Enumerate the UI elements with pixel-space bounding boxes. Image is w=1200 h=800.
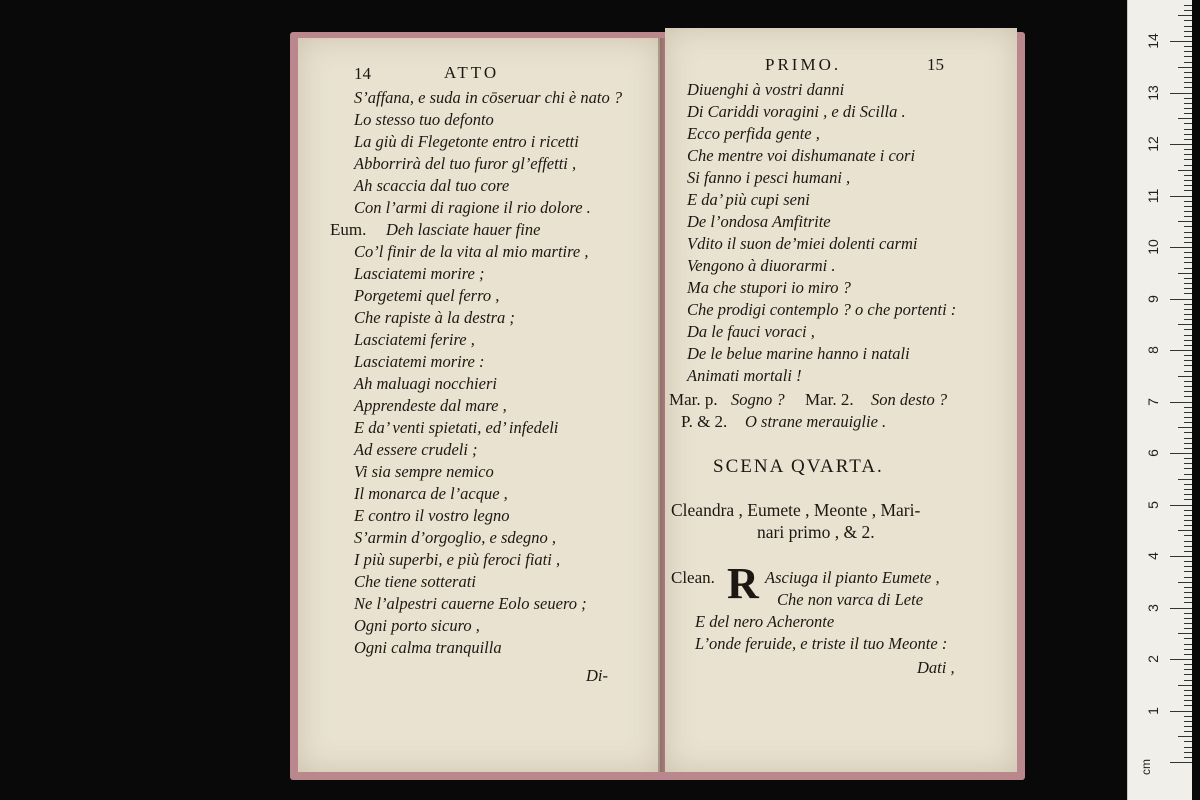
right-line-2: Di Cariddi voragini , e di Scilla . bbox=[687, 102, 906, 121]
ruler-tick bbox=[1184, 113, 1192, 114]
ruler-tick bbox=[1178, 273, 1192, 274]
ruler-tick bbox=[1184, 638, 1192, 639]
ruler-number: 2 bbox=[1145, 655, 1161, 663]
personae-line-1: Cleandra , Eumete , Meonte , Mari- bbox=[671, 500, 921, 520]
ruler-tick bbox=[1184, 721, 1192, 722]
clean-line-3: E del nero Acheronte bbox=[695, 612, 835, 631]
ruler-tick bbox=[1170, 453, 1192, 454]
ruler-tick bbox=[1184, 226, 1192, 227]
right-line-1: Diuenghi à vostri danni bbox=[687, 80, 845, 99]
ruler-tick bbox=[1184, 535, 1192, 536]
ruler-tick bbox=[1184, 134, 1192, 135]
ruler-tick bbox=[1184, 149, 1192, 150]
ruler-tick bbox=[1178, 530, 1192, 531]
right-line-5: Si fanno i pesci humani , bbox=[687, 168, 851, 187]
right-line-11: Che prodigi contemplo ? o che portenti : bbox=[687, 300, 957, 319]
ruler-tick bbox=[1184, 293, 1192, 294]
ruler-number: 7 bbox=[1145, 397, 1161, 406]
ruler-tick bbox=[1184, 77, 1192, 78]
ruler-tick bbox=[1184, 587, 1192, 588]
ruler-tick bbox=[1184, 340, 1192, 341]
ruler-tick bbox=[1184, 268, 1192, 269]
ruler-tick bbox=[1184, 561, 1192, 562]
left-line-19: Il monarca de l’acque , bbox=[354, 484, 508, 503]
ruler-tick bbox=[1184, 654, 1192, 655]
right-line-14: Animati mortali ! bbox=[687, 366, 802, 385]
scene-title: SCENA QVARTA. bbox=[713, 456, 884, 477]
ruler-tick bbox=[1184, 741, 1192, 742]
ruler-tick bbox=[1178, 67, 1192, 68]
ruler-tick bbox=[1184, 180, 1192, 181]
right-line-strane: O strane merauiglie . bbox=[745, 412, 887, 431]
ruler-tick bbox=[1184, 216, 1192, 217]
ruler-tick bbox=[1184, 87, 1192, 88]
ruler-tick bbox=[1184, 211, 1192, 212]
ruler-tick bbox=[1184, 664, 1192, 665]
left-line-25: Ogni porto sicuro , bbox=[354, 616, 480, 635]
ruler-tick bbox=[1184, 309, 1192, 310]
ruler-tick bbox=[1184, 628, 1192, 629]
clean-line-2: Che non varca di Lete bbox=[777, 590, 924, 609]
ruler-tick bbox=[1184, 618, 1192, 619]
ruler-tick bbox=[1184, 396, 1192, 397]
ruler-unit-label: cm bbox=[1139, 759, 1153, 775]
ruler-number: 9 bbox=[1145, 294, 1161, 303]
right-line-12: Da le fauci voraci , bbox=[687, 322, 815, 341]
left-catchword: Di- bbox=[586, 666, 608, 685]
ruler-tick bbox=[1184, 757, 1192, 758]
ruler-tick bbox=[1170, 505, 1192, 506]
ruler-tick bbox=[1178, 582, 1192, 583]
ruler-tick bbox=[1184, 345, 1192, 346]
ruler-tick bbox=[1170, 196, 1192, 197]
ruler-tick bbox=[1184, 463, 1192, 464]
ruler-tick bbox=[1184, 108, 1192, 109]
left-line-22: I più superbi, e più feroci fiati , bbox=[354, 550, 561, 569]
ruler-tick bbox=[1178, 736, 1192, 737]
ruler-number: 5 bbox=[1145, 500, 1161, 509]
ruler-tick bbox=[1184, 26, 1192, 27]
right-line-3: Ecco perfida gente , bbox=[687, 124, 820, 143]
left-line-2: Lo stesso tuo defonto bbox=[354, 110, 494, 129]
ruler-tick bbox=[1178, 376, 1192, 377]
ruler-tick bbox=[1184, 319, 1192, 320]
ruler-tick bbox=[1184, 674, 1192, 675]
left-line-14: Ah maluagi nocchieri bbox=[354, 374, 497, 393]
ruler-tick bbox=[1184, 36, 1192, 37]
ruler-number: 1 bbox=[1145, 706, 1161, 715]
drop-cap: R bbox=[727, 559, 759, 608]
ruler-tick bbox=[1184, 20, 1192, 21]
right-line-13: De le belue marine hanno i natali bbox=[687, 344, 910, 363]
ruler-tick bbox=[1184, 123, 1192, 124]
right-page-number: 15 bbox=[927, 55, 944, 74]
right-line-10: Ma che stupori io miro ? bbox=[687, 278, 851, 297]
ruler-tick bbox=[1184, 700, 1192, 701]
ruler-tick bbox=[1170, 93, 1192, 94]
ruler-tick bbox=[1184, 185, 1192, 186]
ruler-tick bbox=[1178, 479, 1192, 480]
ruler-tick bbox=[1184, 365, 1192, 366]
ruler-tick bbox=[1170, 711, 1192, 712]
ruler-tick bbox=[1184, 520, 1192, 521]
ruler-number: 13 bbox=[1145, 84, 1161, 101]
right-catchword: Dati , bbox=[917, 658, 955, 677]
ruler-tick bbox=[1184, 510, 1192, 511]
ruler-tick bbox=[1184, 474, 1192, 475]
ruler-tick bbox=[1184, 283, 1192, 284]
ruler-tick bbox=[1184, 541, 1192, 542]
ruler-tick bbox=[1178, 118, 1192, 119]
ruler-tick bbox=[1184, 72, 1192, 73]
left-page bbox=[298, 38, 660, 772]
left-line-6: Con l’armi di ragione il rio dolore . bbox=[354, 198, 591, 217]
right-line-8: Vdito il suon de’miei dolenti carmi bbox=[687, 234, 918, 253]
ruler-tick bbox=[1184, 257, 1192, 258]
right-running-head: PRIMO. bbox=[765, 55, 842, 74]
ruler-tick bbox=[1184, 278, 1192, 279]
right-speaker-clean: Clean. bbox=[671, 568, 715, 587]
ruler-tick bbox=[1170, 350, 1192, 351]
ruler-tick bbox=[1184, 190, 1192, 191]
left-line-8: Co’l finir de la vita al mio martire , bbox=[354, 242, 589, 261]
ruler-tick bbox=[1184, 129, 1192, 130]
ruler-tick bbox=[1170, 659, 1192, 660]
ruler-tick bbox=[1184, 623, 1192, 624]
ruler-tick bbox=[1184, 489, 1192, 490]
ruler-tick bbox=[1184, 592, 1192, 593]
ruler-tick bbox=[1184, 422, 1192, 423]
ruler-number: 8 bbox=[1145, 346, 1161, 354]
ruler-tick bbox=[1184, 602, 1192, 603]
left-line-12: Lasciatemi ferire , bbox=[354, 330, 475, 349]
ruler-tick bbox=[1184, 288, 1192, 289]
ruler-tick bbox=[1184, 237, 1192, 238]
left-line-23: Che tiene sotterati bbox=[354, 572, 476, 591]
ruler-tick bbox=[1170, 608, 1192, 609]
ruler-tick bbox=[1178, 15, 1192, 16]
left-line-16: E da’ venti spietati, ed’ infedeli bbox=[354, 418, 559, 437]
ruler-tick bbox=[1184, 10, 1192, 11]
right-line-7: De l’ondosa Amfitrite bbox=[687, 212, 831, 231]
left-line-24: Ne l’alpestri cauerne Eolo seuero ; bbox=[354, 594, 587, 613]
right-speaker-mar-2: Mar. 2. bbox=[805, 390, 854, 409]
ruler-tick bbox=[1184, 139, 1192, 140]
left-line-9: Lasciatemi morire ; bbox=[354, 264, 485, 283]
ruler-tick bbox=[1184, 232, 1192, 233]
ruler-tick bbox=[1184, 56, 1192, 57]
ruler-tick bbox=[1184, 103, 1192, 104]
ruler-tick bbox=[1184, 314, 1192, 315]
ruler-tick bbox=[1178, 170, 1192, 171]
ruler-tick bbox=[1184, 705, 1192, 706]
ruler-tick bbox=[1184, 695, 1192, 696]
left-page-number: 14 bbox=[354, 64, 371, 83]
ruler-tick bbox=[1184, 680, 1192, 681]
ruler-tick bbox=[1184, 304, 1192, 305]
ruler-tick bbox=[1184, 597, 1192, 598]
ruler-tick bbox=[1184, 644, 1192, 645]
ruler-tick bbox=[1184, 159, 1192, 160]
ruler-tick bbox=[1178, 633, 1192, 634]
ruler-number: 14 bbox=[1145, 33, 1161, 49]
ruler-tick bbox=[1170, 762, 1192, 763]
left-speaker-eum: Eum. bbox=[330, 220, 367, 239]
ruler-tick bbox=[1184, 355, 1192, 356]
ruler-tick bbox=[1170, 299, 1192, 300]
ruler-tick bbox=[1184, 252, 1192, 253]
ruler-tick bbox=[1170, 556, 1192, 557]
left-line-4: Abborrirà del tuo furor gl’effetti , bbox=[354, 154, 577, 173]
ruler-tick bbox=[1184, 468, 1192, 469]
clean-line-1: Asciuga il pianto Eumete , bbox=[765, 568, 940, 587]
left-line-7: Deh lasciate hauer fine bbox=[386, 220, 541, 239]
ruler-tick bbox=[1184, 747, 1192, 748]
ruler-number: 6 bbox=[1145, 449, 1161, 457]
left-running-head: ATTO bbox=[444, 63, 500, 82]
ruler-tick bbox=[1184, 412, 1192, 413]
ruler-tick bbox=[1178, 324, 1192, 325]
ruler-tick bbox=[1184, 566, 1192, 567]
ruler-tick bbox=[1184, 417, 1192, 418]
ruler-tick bbox=[1184, 5, 1192, 6]
ruler-tick bbox=[1184, 669, 1192, 670]
ruler-number: 3 bbox=[1145, 603, 1161, 612]
ruler-tick bbox=[1184, 82, 1192, 83]
left-line-13: Lasciatemi morire : bbox=[354, 352, 485, 371]
ruler-tick bbox=[1184, 62, 1192, 63]
ruler-tick bbox=[1184, 494, 1192, 495]
left-line-10: Porgetemi quel ferro , bbox=[354, 286, 500, 305]
left-line-21: S’armin d’orgoglio, e sdegno , bbox=[354, 528, 556, 547]
clean-line-4: L’onde feruide, e triste il tuo Meonte : bbox=[695, 634, 948, 653]
right-page bbox=[665, 28, 1017, 772]
ruler-tick bbox=[1184, 448, 1192, 449]
left-line-5: Ah scaccia dal tuo core bbox=[354, 176, 510, 195]
ruler-tick bbox=[1184, 458, 1192, 459]
right-speaker-mar-p: Mar. p. bbox=[669, 390, 718, 409]
right-line-6: E da’ più cupi seni bbox=[687, 190, 810, 209]
ruler-tick bbox=[1184, 649, 1192, 650]
ruler-tick bbox=[1184, 175, 1192, 176]
ruler-tick bbox=[1184, 571, 1192, 572]
right-speaker-p-and-2: P. & 2. bbox=[681, 412, 728, 431]
ruler-tick bbox=[1184, 335, 1192, 336]
right-line-sogno: Sogno ? bbox=[731, 390, 785, 409]
ruler-tick bbox=[1178, 685, 1192, 686]
ruler-tick bbox=[1184, 613, 1192, 614]
ruler-tick bbox=[1184, 386, 1192, 387]
ruler-tick bbox=[1184, 154, 1192, 155]
ruler-tick bbox=[1170, 41, 1192, 42]
ruler-tick bbox=[1184, 443, 1192, 444]
ruler-number: 12 bbox=[1145, 136, 1161, 152]
ruler-tick bbox=[1184, 690, 1192, 691]
left-line-26: Ogni calma tranquilla bbox=[354, 638, 502, 657]
ruler-tick bbox=[1184, 262, 1192, 263]
ruler-tick bbox=[1184, 438, 1192, 439]
ruler-tick bbox=[1184, 499, 1192, 500]
ruler-tick bbox=[1184, 329, 1192, 330]
left-line-15: Apprendeste dal mare , bbox=[354, 396, 507, 415]
ruler-tick bbox=[1184, 432, 1192, 433]
ruler-number: 4 bbox=[1145, 552, 1161, 560]
left-line-1: S’affana, e suda in cōseruar chi è nato ? bbox=[354, 88, 623, 107]
personae-line-2: nari primo , & 2. bbox=[757, 522, 875, 542]
ruler-tick bbox=[1184, 546, 1192, 547]
right-line-4: Che mentre voi dishumanate i cori bbox=[687, 146, 916, 165]
left-line-18: Vi sia sempre nemico bbox=[354, 462, 494, 481]
open-book bbox=[290, 22, 1025, 780]
measuring-ruler bbox=[1127, 0, 1192, 800]
ruler-tick bbox=[1184, 551, 1192, 552]
ruler-tick bbox=[1184, 206, 1192, 207]
ruler-number: 11 bbox=[1145, 188, 1161, 203]
ruler-tick bbox=[1184, 726, 1192, 727]
left-line-17: Ad essere crudeli ; bbox=[354, 440, 478, 459]
ruler-tick bbox=[1184, 391, 1192, 392]
ruler-tick bbox=[1184, 98, 1192, 99]
ruler-tick bbox=[1184, 381, 1192, 382]
ruler-tick bbox=[1170, 247, 1192, 248]
ruler-tick bbox=[1184, 165, 1192, 166]
ruler-tick bbox=[1184, 716, 1192, 717]
ruler-tick bbox=[1184, 371, 1192, 372]
ruler-number: 10 bbox=[1145, 239, 1161, 255]
ruler-tick bbox=[1184, 577, 1192, 578]
ruler-tick bbox=[1184, 752, 1192, 753]
ruler-tick bbox=[1184, 360, 1192, 361]
ruler-tick bbox=[1184, 515, 1192, 516]
ruler-tick bbox=[1184, 31, 1192, 32]
ruler-tick bbox=[1184, 484, 1192, 485]
left-line-11: Che rapiste à la destra ; bbox=[354, 308, 515, 327]
right-line-9: Vengono à diuorarmi . bbox=[687, 256, 836, 275]
right-line-son-desto: Son desto ? bbox=[871, 390, 948, 409]
ruler-tick bbox=[1184, 242, 1192, 243]
ruler-tick bbox=[1184, 51, 1192, 52]
ruler-tick bbox=[1184, 407, 1192, 408]
ruler-tick bbox=[1184, 201, 1192, 202]
ruler-tick bbox=[1178, 427, 1192, 428]
ruler-tick bbox=[1170, 402, 1192, 403]
left-line-3: La giù di Flegetonte entro i ricetti bbox=[354, 132, 579, 151]
ruler-tick bbox=[1178, 221, 1192, 222]
ruler-tick bbox=[1184, 525, 1192, 526]
left-line-20: E contro il vostro legno bbox=[354, 506, 510, 525]
ruler-tick bbox=[1184, 46, 1192, 47]
ruler-tick bbox=[1170, 144, 1192, 145]
ruler-tick bbox=[1184, 731, 1192, 732]
